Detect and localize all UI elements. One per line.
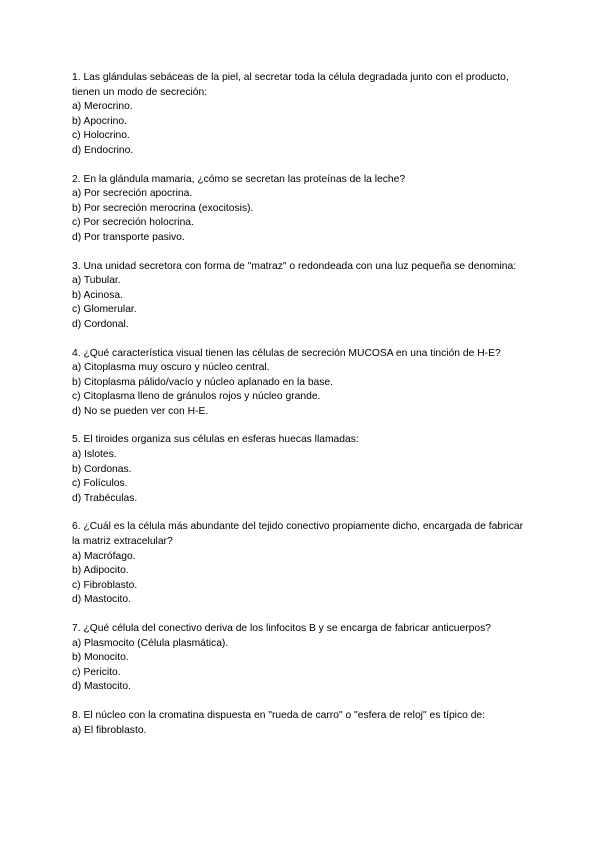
option-b: b) Acinosa. [72,289,123,301]
question-3 [72,260,532,333]
option-b: b) Citoplasma pálido/vacío y núcleo aplanado en la base. [72,376,334,388]
option-b: b) Por secreción merocrina (exocitosis). [72,202,254,214]
option-c: c) Por secreción holocrina. [72,217,194,229]
option-c: c) Holocrino. [72,130,130,142]
option-d: d) Trabéculas. [72,492,138,504]
question-7 [72,622,532,695]
question-text: 3. Una unidad secretora con forma de "matraz" o redondeada con una luz pequeña se denomina: [72,260,517,272]
question-5 [72,433,532,506]
question-4 [72,347,532,420]
option-b: b) Cordonas. [72,463,132,475]
option-d: d) No se pueden ver con H-E. [72,405,209,417]
question-8 [72,709,532,738]
option-b: b) Monocito. [72,652,129,664]
option-a: a) Macrófago. [72,550,136,562]
question-1 [72,71,532,159]
question-text: 7. ¿Qué célula del conectivo deriva de los linfocitos B y se encarga de fabricar anticuerpos? [72,623,491,634]
option-c: c) Folículos. [72,478,128,490]
option-c: c) Glomerular. [72,304,137,316]
question-text: 6. ¿Cuál es la célula más abundante del tejido conectivo propiamente dicho, encargada de fabricar la matriz extracelular? [72,521,524,548]
option-a: a) Por secreción apocrina. [72,188,193,200]
question-6 [72,520,532,608]
option-a: a) Islotes. [72,449,117,461]
question-text: 4. ¿Qué característica visual tienen las células de secreción MUCOSA en una tinción de H-E? [72,347,501,359]
option-d: d) Por transporte pasivo. [72,231,185,243]
question-text: 8. El núcleo con la cromatina dispuesta en "rueda de carro" o "esfera de reloj" es típico de: [72,709,486,721]
option-a: a) Tubular. [72,275,121,287]
question-text: 1. Las glándulas sebáceas de la piel, al secretar toda la célula degradada junto con el producto, tienen un modo de secreción: [72,72,509,98]
question-2 [72,173,532,246]
option-c: c) Pericito. [72,666,121,678]
option-c: c) Citoplasma lleno de gránulos rojos y núcleo grande. [72,391,321,403]
question-text: 5. El tiroides organiza sus células en esferas huecas llamadas: [72,434,359,446]
option-d: d) Cordonal. [72,318,129,330]
option-d: d) Mastocito. [72,681,131,693]
option-a: a) Citoplasma muy oscuro y núcleo central. [72,362,270,374]
option-a: a) Merocrino. [72,101,133,113]
option-a: a) Plasmocito (Célula plasmática). [72,637,229,649]
option-d: d) Endocrino. [72,144,134,156]
question-text: 2. En la glándula mamaria, ¿cómo se secretan las proteínas de la leche? [72,173,406,185]
option-c: c) Fibroblasto. [72,579,138,591]
option-b: b) Adipocito. [72,565,129,577]
option-b: b) Apocrino. [72,115,127,127]
option-a: a) El fibroblasto. [72,724,147,736]
option-d: d) Mastocito. [72,594,131,606]
question-list [72,71,532,752]
